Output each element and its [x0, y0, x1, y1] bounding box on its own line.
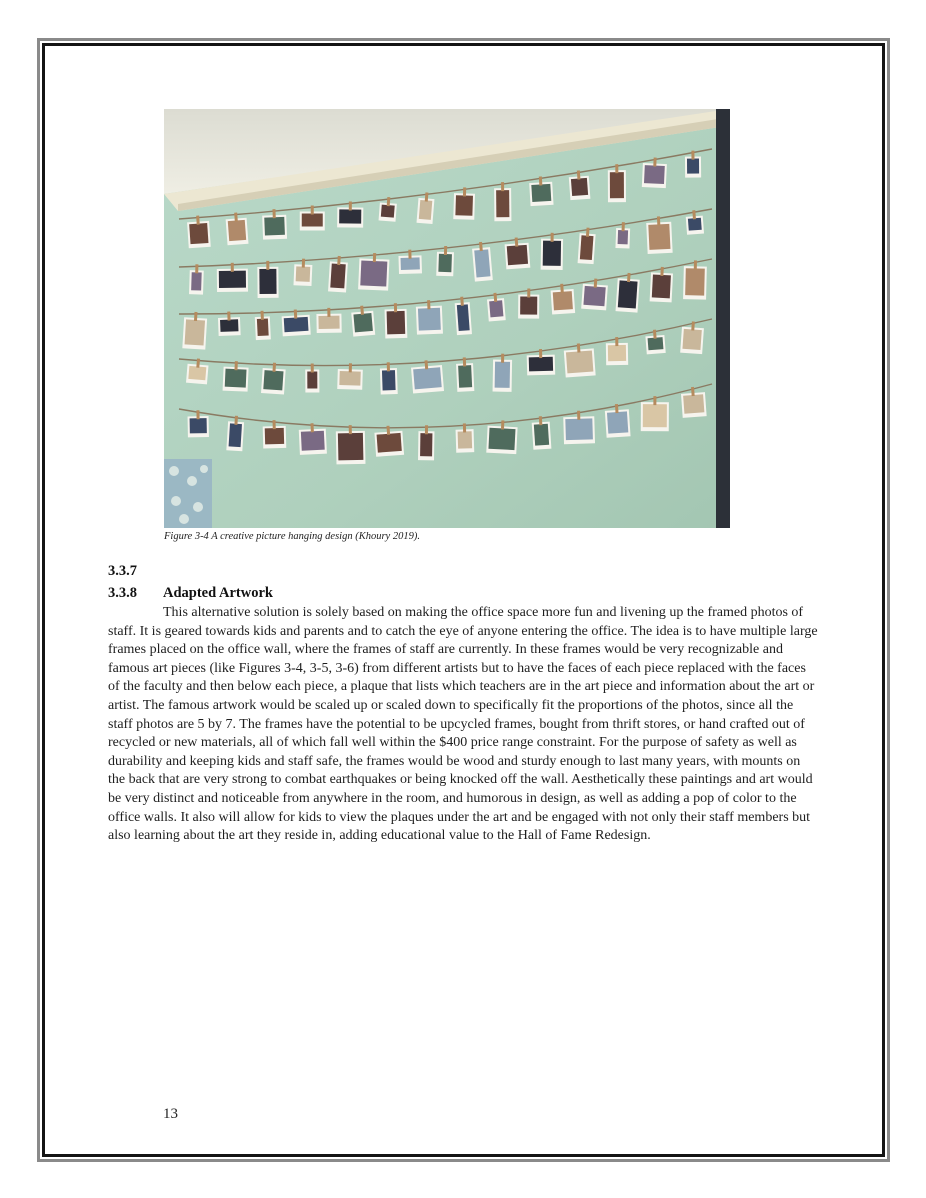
- figure-caption: Figure 3-4 A creative picture hanging design (Khoury 2019).: [164, 531, 420, 542]
- section-number: 3.3.8: [108, 585, 137, 601]
- section-heading-3-3-7: 3.3.7: [108, 563, 137, 579]
- photo-wall-image: [164, 109, 730, 528]
- page-number: 13: [163, 1106, 178, 1122]
- body-paragraph: This alternative solution is solely based on making the office space more fun and livening up the framed photos of staff. It is geared towards kids and parents and to catch the eye of anyone entering the office. The idea is to have multiple large frames placed on the office wall, where the frames of staff are currently. In these frames would be very recognizable and famous art pieces (like Figures 3-4, 3-5, 3-6) from different artists but to have the faces of each piece replaced with the faces of the faculty and then below each piece, a plaque that lists which teachers are in the art piece and information about the art or artist. The famous artwork would be scaled up or scaled down to specifically fit the proportions of the photos, since all the staff photos are 5 by 7. The frames have the potential to be upcycled frames, bought from thrift stores, or hand crafted out of recycled or new materials, all of which fall well within the $400 price range constraint. For the purpose of safety as well as durability and keeping kids and staff safe, the frames would be wood and sturdy enough to last many years, with mounts on the back that are very strong to combat earthquakes or being knocked off the wall. Aesthetically these paintings and art would be very distinct and noticeable from anywhere in the room, and humorous in design, as well as adding a pop of color to the office walls. It also will allow for kids to view the plaques under the art and be engaged with not only their staff members but also learning about the art they reside in, adding educational value to the Hall of Fame Redesign.: [108, 605, 818, 844]
- section-heading-3-3-8: [108, 585, 273, 602]
- section-title: Adapted Artwork: [163, 585, 273, 601]
- figure-photo-wall: [164, 109, 730, 528]
